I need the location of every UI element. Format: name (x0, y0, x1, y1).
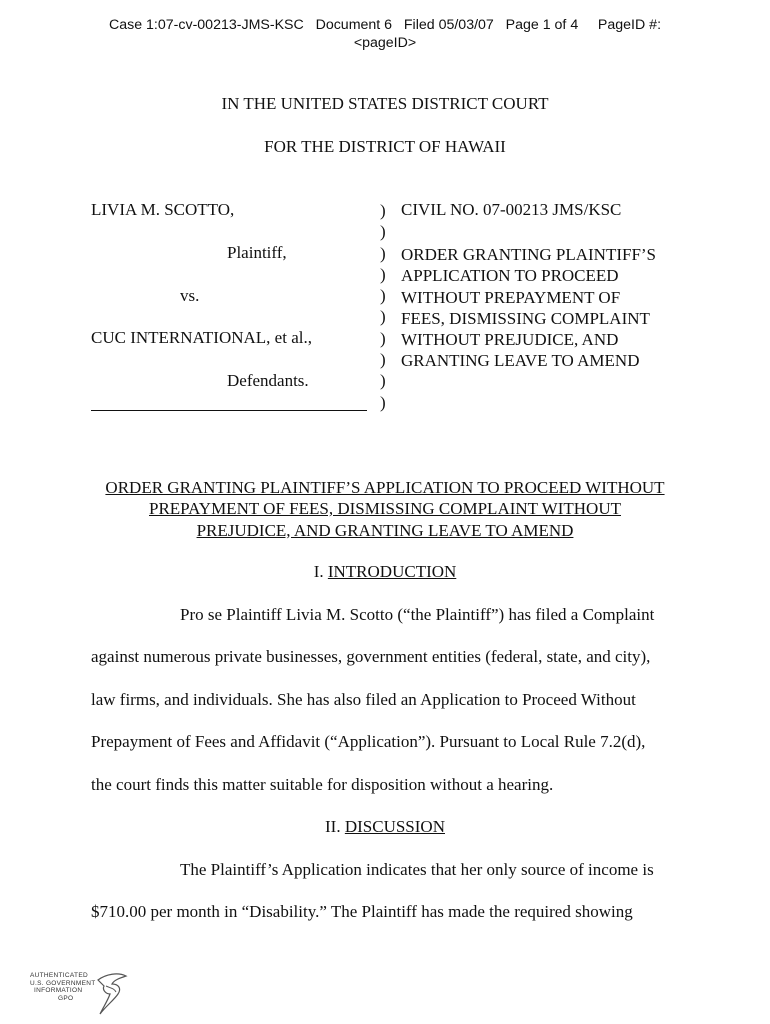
caption-order-title-line: FEES, DISMISSING COMPLAINT (401, 308, 650, 328)
caption-paren: ) (380, 392, 386, 412)
paragraph-line: the court finds this matter suitable for disposition without a hearing. (91, 775, 554, 794)
plaintiff-name: LIVIA M. SCOTTO, (91, 200, 235, 219)
case-header-line: Case 1:07-cv-00213-JMS-KSC Document 6 Filed 05/03/07 Page 1 of 4 PageID #: (108, 17, 662, 33)
gpo-authentication-seal (30, 970, 130, 1018)
caption-paren: ) (380, 307, 386, 327)
paragraph-line: Prepayment of Fees and Affidavit (“Application”). Pursuant to Local Rule 7.2(d), (91, 732, 646, 751)
section-title: INTRODUCTION (327, 562, 457, 581)
paragraph-line: against numerous private businesses, government entities (federal, state, and city), (91, 647, 651, 666)
caption-order-title (401, 244, 656, 372)
caption-order-title-line: APPLICATION TO PROCEED (401, 266, 619, 286)
caption-paren-column (380, 200, 386, 413)
section-heading-introduction (0, 562, 770, 582)
gpo-seal-line: U.S. GOVERNMENT (30, 979, 96, 987)
paragraph-line: Pro se Plaintiff Livia M. Scotto (“the Plaintiff”) has filed a Complaint (180, 605, 655, 624)
caption-order-title-line: ORDER GRANTING PLAINTIFF’S (401, 245, 657, 264)
court-name: IN THE UNITED STATES DISTRICT COURT (221, 94, 549, 113)
caption-paren: ) (380, 328, 386, 348)
caption-order-title-line: WITHOUT PREPAYMENT OF (401, 287, 621, 307)
caption-paren: ) (380, 264, 386, 284)
gpo-seal-text (30, 972, 96, 1002)
paragraph-line: law firms, and individuals. She has also filed an Application to Proceed Without (91, 690, 636, 709)
gpo-seal-line: GPO (58, 994, 74, 1002)
defendant-name: CUC INTERNATIONAL, et al., (91, 328, 312, 347)
caption-paren: ) (380, 222, 386, 242)
paragraph-line: $710.00 per month in “Disability.” The Plaintiff has made the required showing (91, 902, 633, 921)
caption-paren: ) (380, 201, 386, 220)
order-title-line: PREPAYMENT OF FEES, DISMISSING COMPLAINT WITHOUT (149, 499, 621, 519)
section-title: DISCUSSION (344, 817, 445, 836)
caption-paren: ) (380, 243, 386, 263)
order-title-line: ORDER GRANTING PLAINTIFF’S APPLICATION TO PROCEED WITHOUT (105, 478, 665, 497)
caption-paren: ) (380, 371, 386, 391)
versus-label: vs. (180, 286, 200, 305)
gpo-seal-line: AUTHENTICATED (30, 972, 88, 979)
gpo-seal-line: INFORMATION (34, 987, 83, 994)
document-header (0, 16, 770, 52)
defendant-role: Defendants. (227, 371, 309, 390)
civil-number: CIVIL NO. 07-00213 JMS/KSC (401, 200, 622, 219)
paragraph-line: The Plaintiff’s Application indicates that her only source of income is (180, 860, 654, 879)
section-heading-discussion (0, 817, 770, 837)
caption-paren: ) (380, 350, 386, 370)
caption-order-title-line: WITHOUT PREJUDICE, AND (401, 330, 619, 350)
caption-paren: ) (380, 286, 386, 306)
section-number: II. (325, 817, 341, 836)
plaintiff-role: Plaintiff, (227, 243, 287, 262)
order-title-line: PREJUDICE, AND GRANTING LEAVE TO AMEND (196, 520, 574, 540)
eagle-seal-icon (92, 970, 130, 1016)
page-id-line: <pageID> (353, 35, 417, 51)
section-number: I. (313, 562, 324, 581)
caption-order-title-line: GRANTING LEAVE TO AMEND (401, 351, 640, 371)
caption-underline (91, 410, 367, 411)
order-title (0, 477, 770, 541)
court-district: FOR THE DISTRICT OF HAWAII (264, 137, 506, 156)
